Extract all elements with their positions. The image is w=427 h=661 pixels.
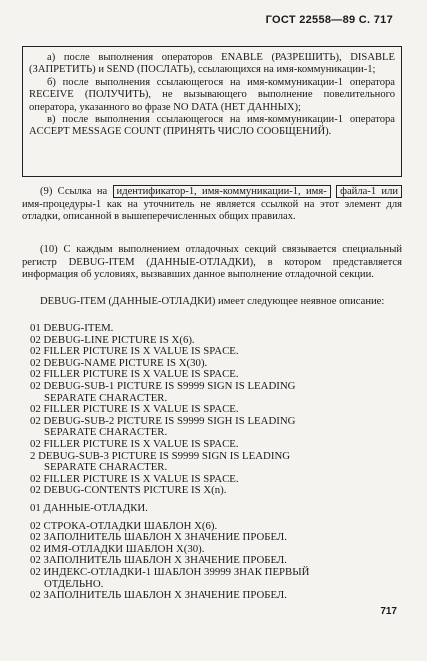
code-line: 02 ЗАПОЛНИТЕЛЬ ШАБЛОН X ЗНАЧЕНИЕ ПРОБЕЛ. [30,589,287,602]
paragraph-11: DEBUG-ITEM (ДАННЫЕ-ОТЛАДКИ) имеет следующее неявное описание: [40,296,385,307]
para9-boxed-1: идентификатор-1, имя-коммуникации-1, имя- [113,185,331,198]
code-line: 02 DEBUG-CONTENTS PICTURE IS X(n). [30,484,227,497]
code-line: 02 ЗАПОЛНИТЕЛЬ ШАБЛОН X ЗНАЧЕНИЕ ПРОБЕЛ. [30,554,287,567]
code-line: 02 DEBUG-NAME PICTURE IS X(30). [30,356,208,369]
code-line: 02 FILLER PICTURE IS X VALUE IS SPACE. [30,472,239,485]
code-line: 02 FILLER PICTURE IS X VALUE IS SPACE. [30,437,239,450]
para9-lead: (9) Ссылка на [40,186,108,197]
conditions-box [22,46,402,177]
code-line: 01 ДАННЫЕ-ОТЛАДКИ. [30,502,148,514]
code-line: 2 DEBUG-SUB-3 PICTURE IS S9999 SIGN IS LEADING [30,449,291,462]
para9-boxed-2: файла-1 или [336,185,402,198]
para9-rest: имя-процедуры-1 как на уточнитель не является ссылкой на этот элемент для отладки, описанной в вышеперечисленных общих правилах. [22,198,402,223]
code-line: 02 ЗАПОЛНИТЕЛЬ ШАБЛОН X ЗНАЧЕНИЕ ПРОБЕЛ. [30,531,287,544]
code-line: 02 FILLER PICTURE IS X VALUE IS SPACE. [30,368,239,381]
box-item-b: б) после выполнения ссылающегося на имя-коммуникации-1 оператора RECEIVE (ПОЛУЧИТЬ), не вызывающего выполнение повелительного оператора, указанного во фразе NO DATA (НЕТ ДАННЫХ); [29,76,395,113]
page-header: ГОСТ 22558—89 С. 717 [265,14,393,26]
code-line: 02 DEBUG-SUB-1 PICTURE IS S9999 SIGN IS LEADING [30,379,296,392]
code-line: SEPARATE CHARACTER. [44,426,168,439]
code-block-en [30,323,405,497]
code-line: 02 FILLER PICTURE IS X VALUE IS SPACE. [30,403,239,416]
paragraph-9 [22,186,402,224]
code-block-ru [30,503,405,602]
box-item-c: в) после выполнения ссылающегося на имя-коммуникации-1 оператора ACCEPT MESSAGE COUNT (ПРИНЯТЬ ЧИСЛО СООБЩЕНИЙ). [29,114,395,138]
code-line: 02 FILLER PICTURE IS X VALUE IS SPACE. [30,345,239,358]
code-line: 02 DEBUG-LINE PICTURE IS X(6). [30,333,195,346]
code-line: SEPARATE CHARACTER. [44,391,168,404]
code-line: 02 DEBUG-SUB-2 PICTURE IS S9999 SIGH IS LEADING [30,414,296,427]
page-number: 717 [380,606,397,617]
paragraph-10: (10) С каждым выполнением отладочных секций связывается специальный регистр DEBUG-ITEM (ДАННЫЕ-ОТЛАДКИ), в котором представляется информация об условиях, вызвавших данное выполнение отладочной секции. [22,244,402,281]
code-line: 02 ИНДЕКС-ОТЛАДКИ-1 ШАБЛОН 39999 ЗНАК ПЕРВЫЙ [30,565,310,578]
box-item-a: а) после выполнения операторов ENABLE (РАЗРЕШИТЬ), DISABLE (ЗАПРЕТИТЬ) и SEND (ПОСЛАТЬ), ссылающихся на имя-коммуникации-1; [29,52,395,76]
code-line: SEPARATE CHARACTER. [44,461,168,474]
code-line: 02 СТРОКА-ОТЛАДКИ ШАБЛОН X(6). [30,519,218,532]
code-line: 01 DEBUG-ITEM. [30,322,114,334]
code-line: 02 ИМЯ-ОТЛАДКИ ШАБЛОН X(30). [30,542,205,555]
code-line: ОТДЕЛЬНО. [44,577,104,590]
